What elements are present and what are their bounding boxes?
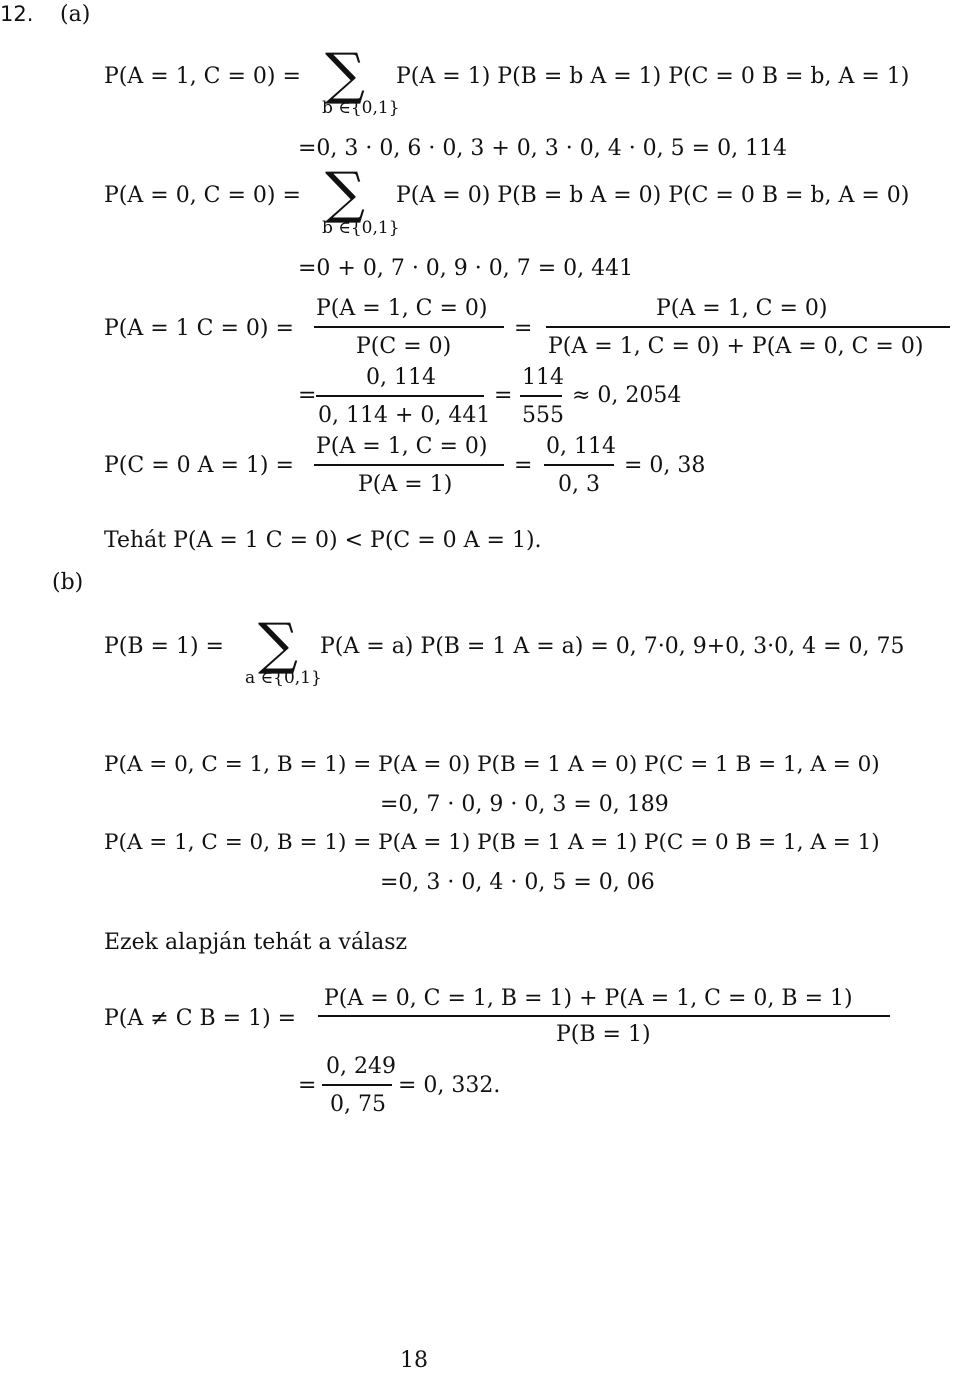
a-line3-lhs: P(A = 0, C = 0) = xyxy=(104,183,301,208)
a-line6-equals2: = xyxy=(494,383,513,408)
problem-number: 12. xyxy=(0,2,34,26)
b-line6-numerator: P(A = 0, C = 1, B = 1) + P(A = 1, C = 0, B = 1) xyxy=(324,986,853,1011)
b-line4: P(A = 1, C = 0, B = 1) = P(A = 1) P(B = 1 A = 1) P(C = 0 B = 1, A = 1) xyxy=(104,830,880,855)
a-line5-numerator1: P(A = 1, C = 0) xyxy=(316,296,488,321)
a-line6-numerator2: 114 xyxy=(522,365,564,390)
b-line2: P(A = 0, C = 1, B = 1) = P(A = 0) P(B = 1 A = 0) P(C = 1 B = 1, A = 0) xyxy=(104,752,880,777)
part-a-label: (a) xyxy=(60,2,91,27)
b-line7-numerator: 0, 249 xyxy=(326,1054,396,1079)
a-line7-denominator2: 0, 3 xyxy=(558,472,600,497)
b-line6-lhs: P(A ≠ C B = 1) = xyxy=(104,1006,297,1031)
fraction-bar xyxy=(546,326,950,328)
fraction-bar xyxy=(520,395,562,397)
a-line1-sum-index: b ∈{0,1} xyxy=(322,98,400,118)
a-line3-sum-index: b ∈{0,1} xyxy=(322,218,400,238)
a-line6-denominator2: 555 xyxy=(522,403,564,428)
a-line7-numerator1: P(A = 1, C = 0) xyxy=(316,434,488,459)
fraction-bar xyxy=(314,326,504,328)
fraction-bar xyxy=(544,464,614,466)
a-line4: =0 + 0, 7 · 0, 9 · 0, 7 = 0, 441 xyxy=(298,256,634,281)
b-line3: =0, 7 · 0, 9 · 0, 3 = 0, 189 xyxy=(380,792,669,817)
a-line6-approx: ≈ 0, 2054 xyxy=(572,383,682,408)
sum-sign-icon: ∑ xyxy=(325,161,365,226)
a-line6-denominator1: 0, 114 + 0, 441 xyxy=(318,403,491,428)
a-line5-denominator1: P(C = 0) xyxy=(356,334,452,359)
b-line6-denominator: P(B = 1) xyxy=(556,1022,651,1047)
a-line7-numerator2: 0, 114 xyxy=(546,434,616,459)
a-conclusion: Tehát P(A = 1 C = 0) < P(C = 0 A = 1). xyxy=(104,528,542,553)
a-line5-lhs: P(A = 1 C = 0) = xyxy=(104,316,294,341)
a-line5-numerator2: P(A = 1, C = 0) xyxy=(656,296,828,321)
b-line7-result: = 0, 332. xyxy=(398,1073,501,1098)
b-line1-lhs: P(B = 1) = xyxy=(104,634,224,659)
b-line7-equals: = xyxy=(298,1073,317,1098)
fraction-bar xyxy=(314,464,504,466)
fraction-bar xyxy=(316,395,484,397)
b-line7-denominator: 0, 75 xyxy=(330,1092,386,1117)
part-b-label: (b) xyxy=(52,570,84,595)
sum-sign-icon: ∑ xyxy=(325,42,365,107)
a-line3-rhs: P(A = 0) P(B = b A = 0) P(C = 0 B = b, A = 0) xyxy=(396,183,910,208)
page-number: 18 xyxy=(400,1348,428,1373)
fraction-bar xyxy=(318,1015,890,1017)
a-line6-equals: = xyxy=(298,383,317,408)
a-line7-lhs: P(C = 0 A = 1) = xyxy=(104,453,294,478)
b-line5: =0, 3 · 0, 4 · 0, 5 = 0, 06 xyxy=(380,870,655,895)
a-line7-result: = 0, 38 xyxy=(624,453,706,478)
a-line6-numerator1: 0, 114 xyxy=(366,365,436,390)
fraction-bar xyxy=(322,1084,392,1086)
b-line1-sum-index: a ∈{0,1} xyxy=(245,668,322,688)
b-line1-rhs: P(A = a) P(B = 1 A = a) = 0, 7·0, 9+0, 3·0, 4 = 0, 75 xyxy=(320,634,905,659)
a-line1-lhs: P(A = 1, C = 0) = xyxy=(104,64,301,89)
sum-sign-icon: ∑ xyxy=(258,612,298,677)
b-intro: Ezek alapján tehát a válasz xyxy=(104,930,408,955)
a-line5-equals: = xyxy=(514,316,533,341)
a-line7-equals: = xyxy=(514,453,533,478)
a-line5-denominator2: P(A = 1, C = 0) + P(A = 0, C = 0) xyxy=(548,334,924,359)
a-line7-denominator1: P(A = 1) xyxy=(358,472,453,497)
a-line1-rhs: P(A = 1) P(B = b A = 1) P(C = 0 B = b, A = 1) xyxy=(396,64,910,89)
a-line2: =0, 3 · 0, 6 · 0, 3 + 0, 3 · 0, 4 · 0, 5 = 0, 114 xyxy=(298,136,788,161)
